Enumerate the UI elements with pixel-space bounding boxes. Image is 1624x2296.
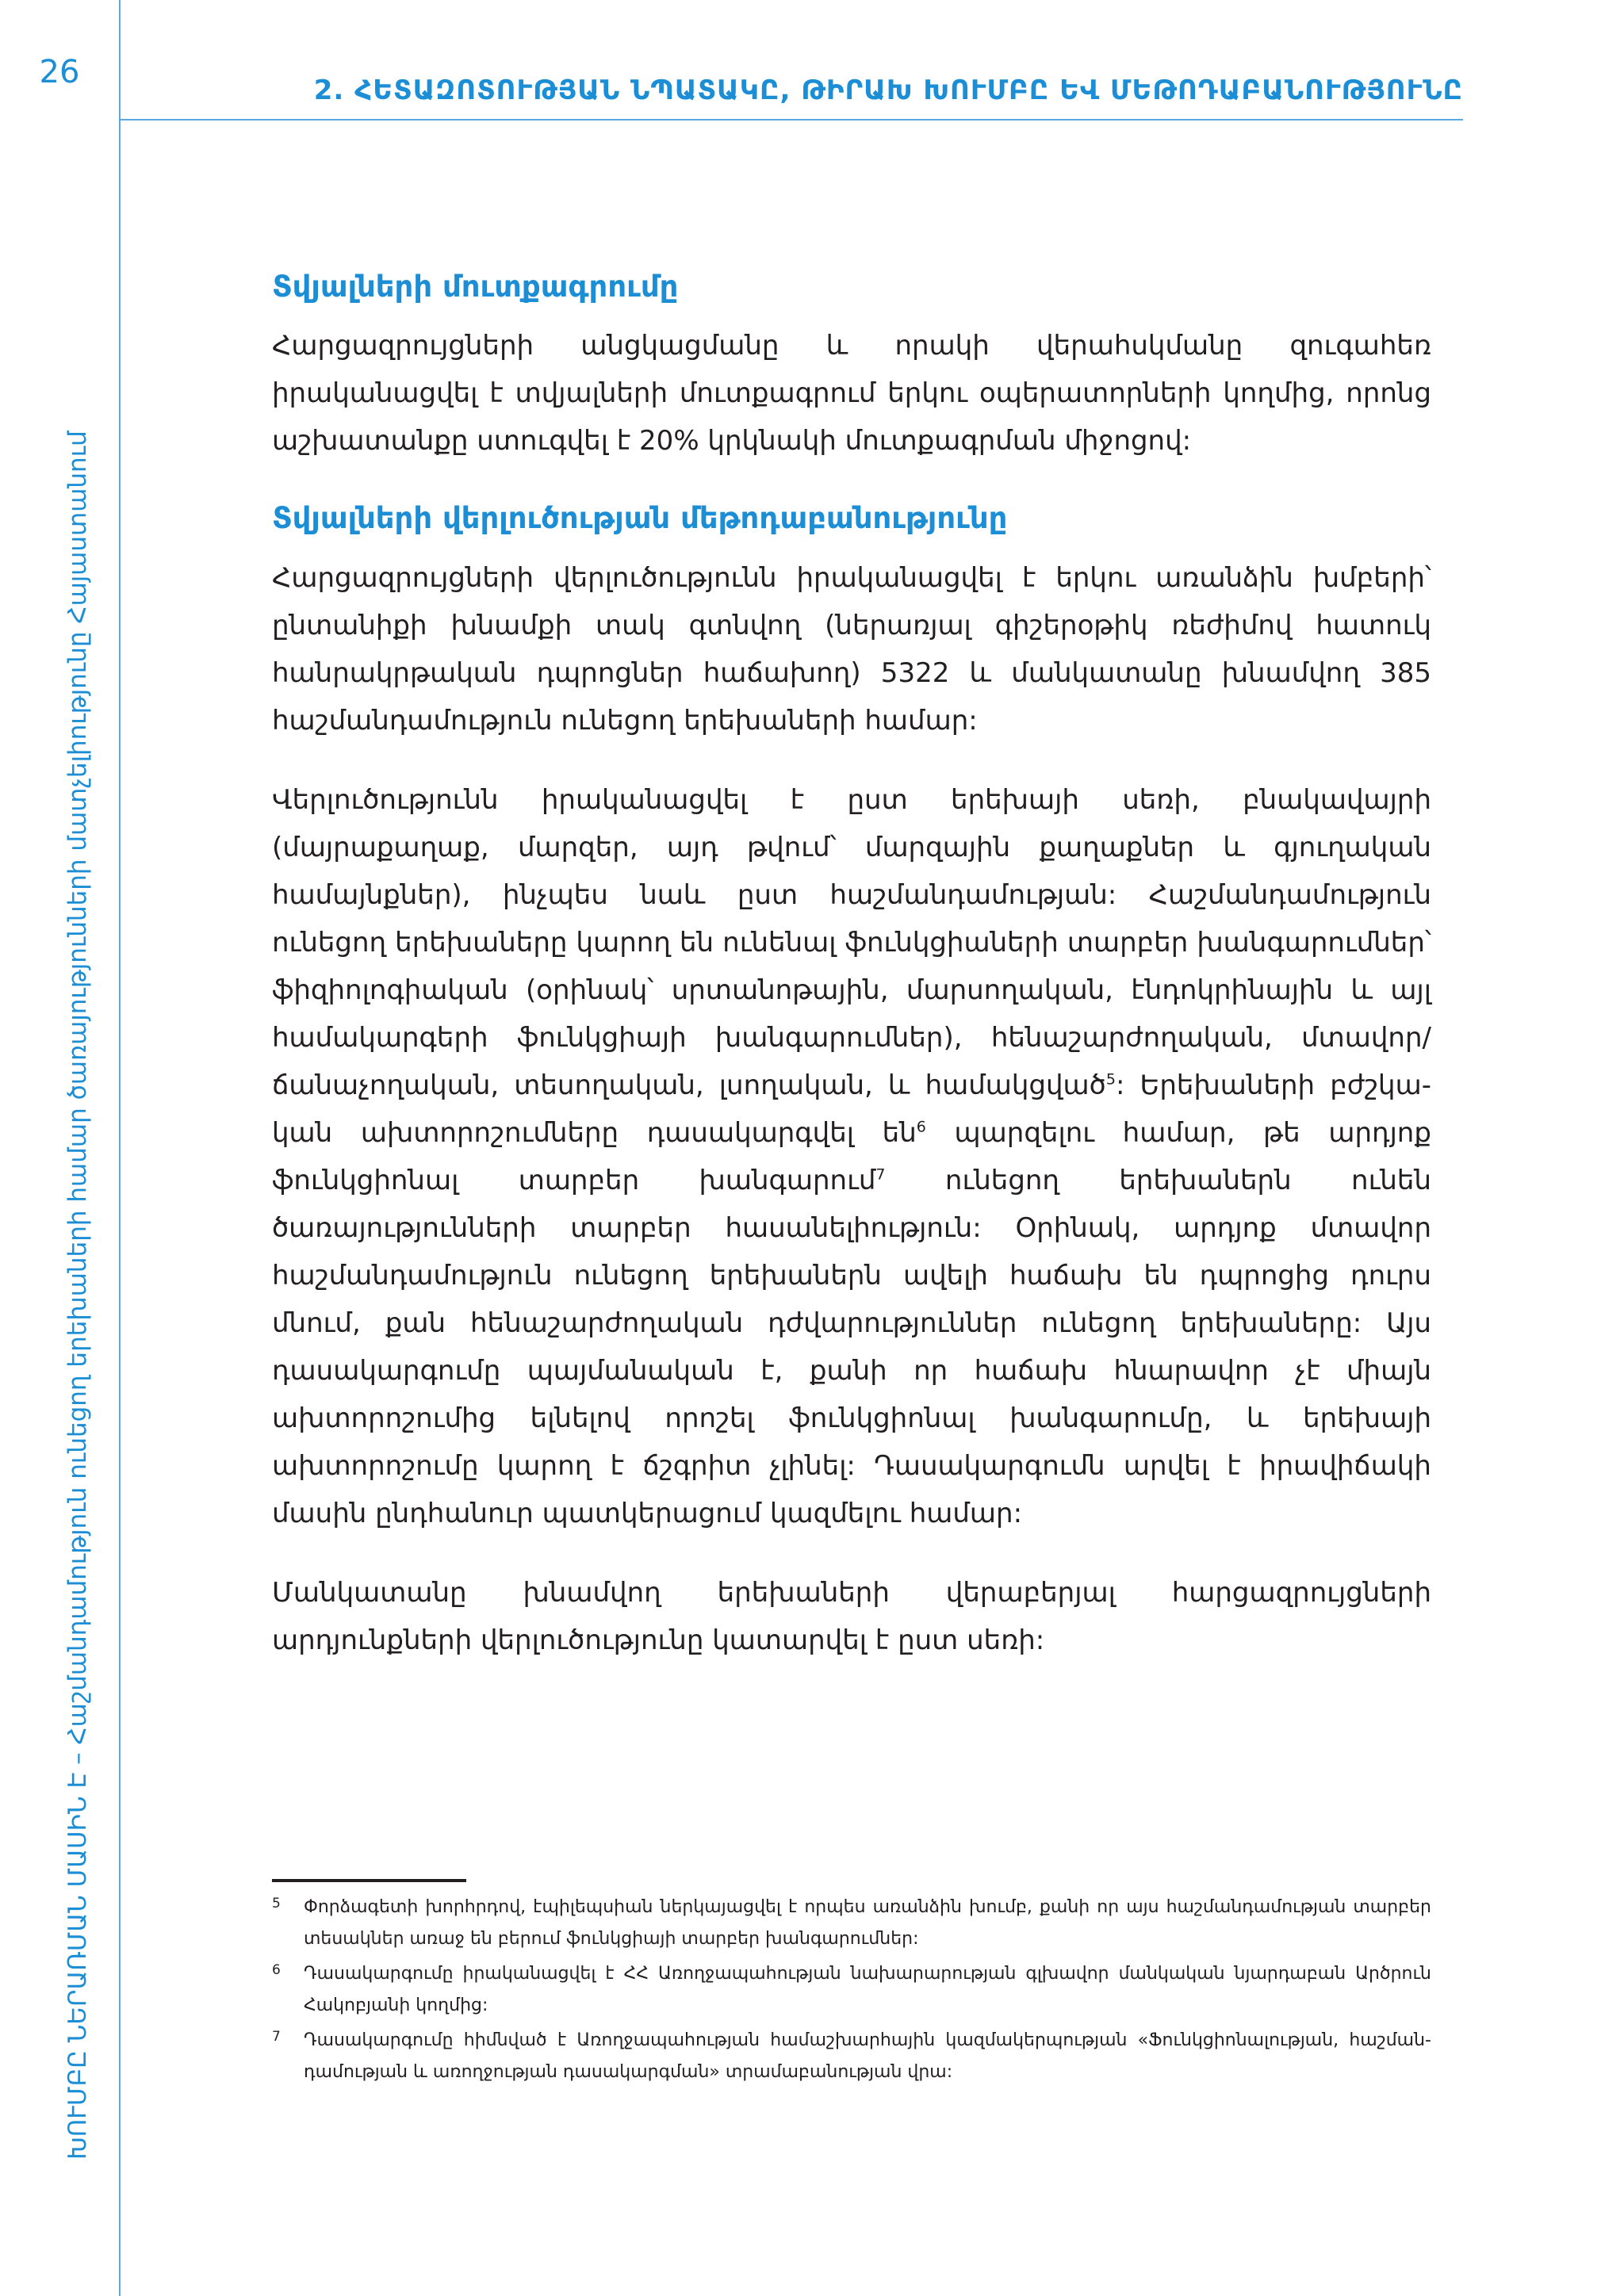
footnote-ref-5[interactable]: 5 <box>1105 1070 1116 1089</box>
footnote-text: Դասակարգումը հիմնված է Առողջապահության համաշխարհային կազմակերպության «Ֆունկցիոնալության, հաշմանդամության և առողջության դասակարգման» տրամաբանության վրա: <box>304 2030 1431 2082</box>
header-rule <box>119 119 1463 121</box>
main-content <box>272 262 1431 1664</box>
paragraph-text: : Երեխաների բժշկական ախտորոշումները դասակարգվել են <box>272 1069 1431 1149</box>
footnote-divider <box>272 1879 466 1882</box>
paragraph-data-entry: Հարցազրույցների անցկացմանը և որակի վերահսկմանը զուգահեռ իրականացվել է տվյալների մուտքագրում երկու օպերատորների կողմից, որոնց աշխատանքը ստուգվել է 20% կրկնակի մուտքագրման միջոցով: <box>272 330 1431 457</box>
section-heading-data-entry: Տվյալների մուտքագրումը <box>272 270 679 304</box>
paragraph-text: ունեցող երեխաներն ունեն ծառայությունների տարբեր հասանելիություն: Օրինակ, արդյոք մտավոր հաշմանդամություն ունեցող երեխաներն ավելի հաճախ են դպրոցից դուրս մնում, քան հենաշարժողական դժվարություններ ունեցող երեխաները: Այս դասակարգումը պայմանական է, քանի որ հաճախ հնարավոր չէ միայն ախտորոշումից ելնելով որոշել ֆունկցիոնալ խանգարումը, և երեխայի ախտորոշումը կարող է ճշգրիտ չլինել: Դասակարգումն արվել է իրավիճակի մասին ընդհանուր պատկերացում կազմելու համար: <box>272 1164 1431 1529</box>
footnote-item <box>272 2025 1431 2088</box>
footnote-ref-7[interactable]: 7 <box>875 1165 886 1184</box>
paragraph-analysis-details <box>272 776 1431 1537</box>
paragraph-text: Վերլուծությունն իրականացվել է ըստ երեխայի սեռի, բնակավայրի (մայրաքաղաք, մարզեր, այդ թվում՝ մարզային քաղաքներ և գյուղական համայնքներ), ինչպես նաև ըստ հաշմանդամության: Հաշմանդամություն ունեցող երեխաները կարող են ունենալ ֆունկցիաների տարբեր խանգարումներ՝ ֆիզիոլոգիական (օրինակ՝ սրտանոթային, մարսողական, էնդոկրինային և այլ համակարգերի ֆունկցիայի խանգարումներ), հենաշարժողական, մտավոր/ճանաչողական, տեսողական, լսողական, և համակցված <box>272 783 1431 1101</box>
sidebar-vertical-title: ԽՈՒՄԲԸ ՆԵՐԱՌՄԱՆ ՄԱՍԻՆ Է – Հաշմանդամություն ունեցող երեխաների համար ծառայությունների մատչելիությունը Հայաստանում <box>63 430 92 2160</box>
footnotes <box>272 1892 1431 2091</box>
footnote-text: Դասակարգումը իրականացվել է ՀՀ Առողջապահության նախարարության գլխավոր մանկական նյարդաբան Արծրուն Հակոբյանի կողմից: <box>304 1964 1431 2015</box>
section-heading-methodology: Տվյալների վերլուծության մեթոդաբանությունը <box>272 501 1008 536</box>
footnote-number: 5 <box>272 1896 281 1911</box>
margin-divider <box>119 0 121 2296</box>
footnote-item <box>272 1958 1431 2022</box>
chapter-title: 2. ՀԵՏԱԶՈՏՈՒԹՅԱՆ ՆՊԱՏԱԿԸ, ԹԻՐԱԽ ԽՈՒՄԲԸ ԵՎ ՄԵԹՈԴԱԲԱՆՈՒԹՅՈՒՆԸ <box>313 75 1463 106</box>
paragraph-orphanage-analysis: Մանկատանը խնամվող երեխաների վերաբերյալ հարցազրույցների արդյունքների վերլուծությունը կատարվել է ըստ սեռի: <box>272 1576 1431 1656</box>
footnote-ref-6[interactable]: 6 <box>916 1118 926 1136</box>
page-number: 26 <box>39 54 80 90</box>
footnote-number: 7 <box>272 2029 281 2045</box>
paragraph-text: պարզելու համար, թե արդյոք ֆունկցիոնալ տարբեր խանգարում <box>272 1116 1431 1196</box>
footnote-text: Փորձագետի խորհրդով, էպիլեպսիան ներկայացվել է որպես առանձին խումբ, քանի որ այս հաշմանդամության տարբեր տեսակներ առաջ են բերում ֆունկցիայի տարբեր խանգարումներ: <box>304 1897 1431 1949</box>
paragraph-analysis-groups: Հարցազրույցների վերլուծությունն իրականացվել է երկու առանձին խմբերի՝ ընտանիքի խնամքի տակ գտնվող (ներառյալ գիշերօթիկ ռեժիմով հատուկ հանրակրթական դպրոցներ հաճախող) 5322 և մանկատանը խնամվող 385 հաշմանդամություն ունեցող երեխաների համար: <box>272 561 1431 737</box>
footnote-item <box>272 1892 1431 1955</box>
footnote-number: 6 <box>272 1962 281 1978</box>
